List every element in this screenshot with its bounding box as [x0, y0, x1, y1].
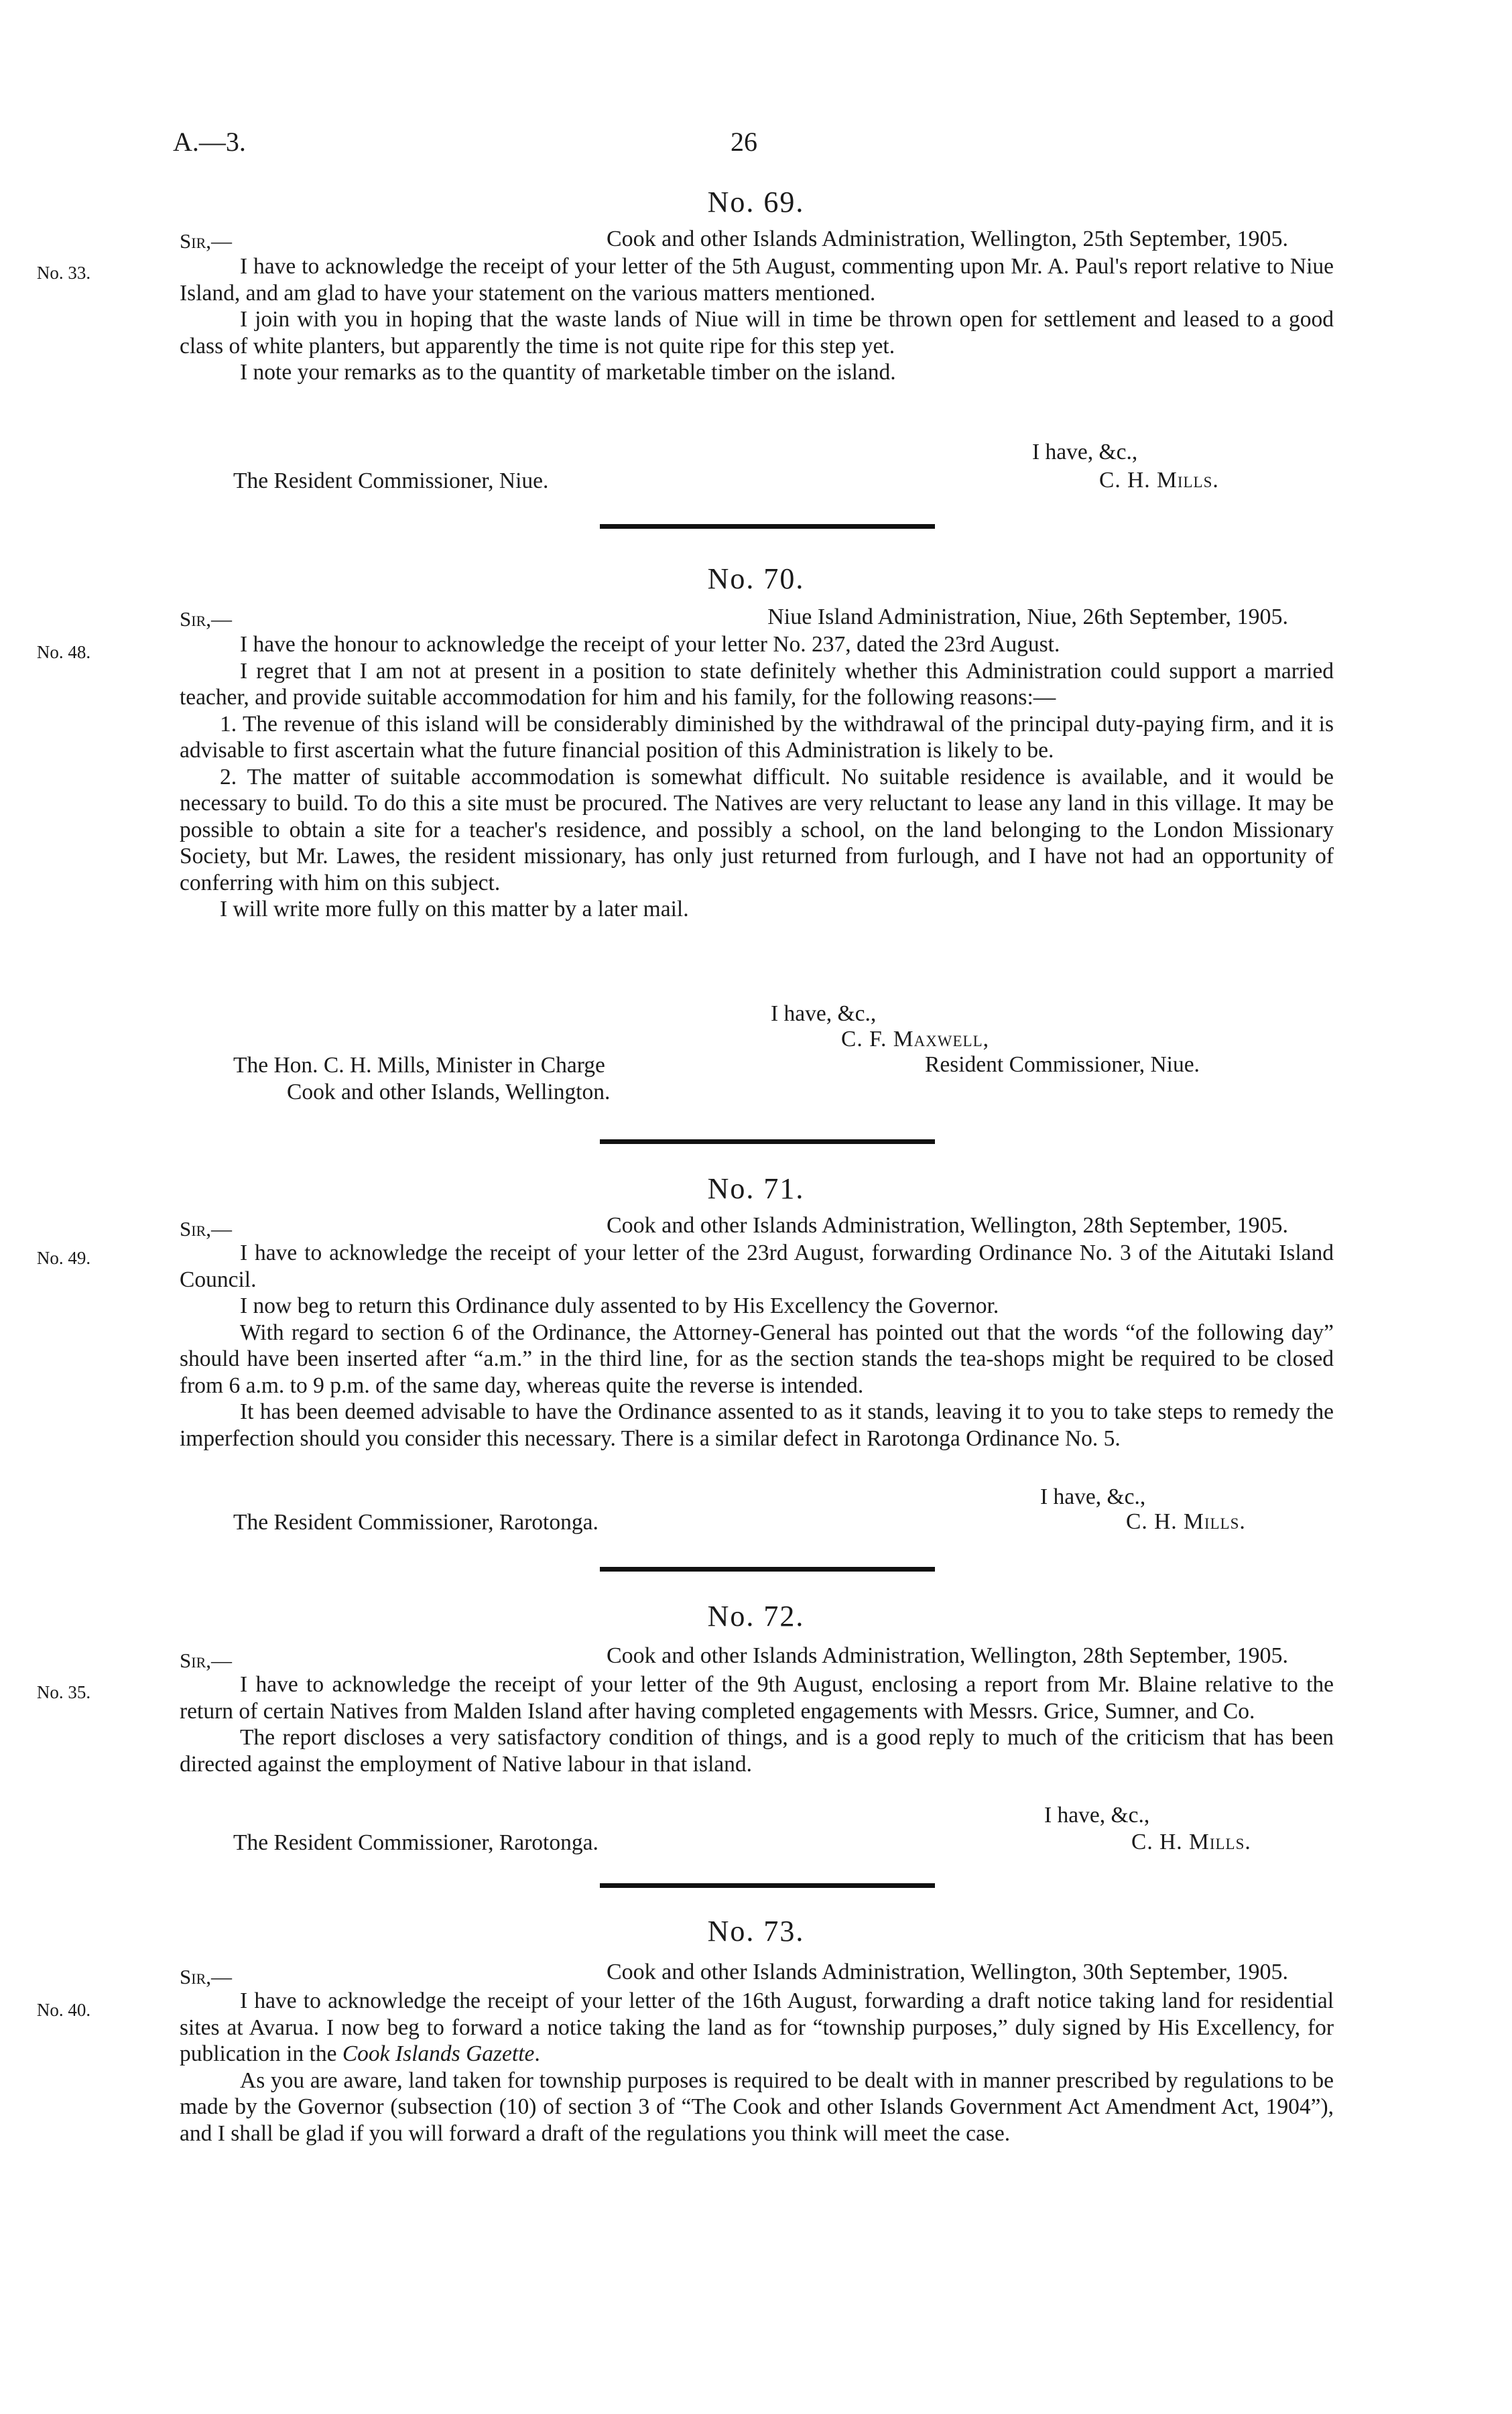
closing: I have, &c.,: [1044, 1803, 1150, 1828]
letter-number: No. 70.: [707, 562, 805, 595]
paragraph: I will write more fully on this matter by a later mail.: [220, 897, 689, 922]
letter-body: [180, 631, 1334, 923]
signer-name: C. H. Mills.: [1131, 1830, 1251, 1854]
signer-name: C. F. Maxwell,: [841, 1027, 990, 1052]
paragraph-end: .: [534, 2041, 540, 2066]
signer-name: C. H. Mills.: [1126, 1509, 1246, 1534]
gazette-title: Cook Islands Gazette: [342, 2041, 535, 2066]
letter-body: [180, 1671, 1334, 1777]
paragraph: I have to acknowledge the receipt of your letter of the 5th August, commenting upon Mr. A. Paul's report relative to Niue Island, and am glad to have your statement on the various matters mentioned.: [180, 254, 1334, 306]
closing: I have, &c.,: [771, 1001, 877, 1026]
recipient: The Resident Commissioner, Rarotonga.: [233, 1510, 598, 1535]
margin-reference: No. 48.: [36, 642, 91, 662]
margin-reference: No. 35.: [36, 1682, 91, 1702]
paragraph: I have the honour to acknowledge the receipt of your letter No. 237, dated the 23rd August.: [240, 632, 1060, 657]
recipient: The Resident Commissioner, Rarotonga.: [233, 1830, 598, 1855]
recipient: [233, 1052, 610, 1106]
letter-number: No. 73.: [707, 1915, 805, 1948]
paragraph: I join with you in hoping that the waste lands of Niue will in time be thrown open for settlement and leased to a good class of white planters, but apparently the time is not quite ripe for this step yet.: [180, 307, 1334, 359]
recipient: The Resident Commissioner, Niue.: [233, 468, 549, 493]
place-date: Cook and other Islands Administration, Wellington, 28th September, 1905.: [606, 1643, 1288, 1668]
letter-number: No. 71.: [707, 1172, 805, 1205]
salutation: Sir,—: [180, 229, 232, 253]
letter-number: No. 69.: [707, 186, 805, 218]
closing: I have, &c.,: [1032, 440, 1138, 464]
recipient-line: The Hon. C. H. Mills, Minister in Charge: [233, 1053, 605, 1078]
margin-reference: No. 40.: [36, 2000, 91, 2020]
salutation: Sir,—: [180, 1965, 232, 1988]
letter-body: [180, 1988, 1334, 2147]
section-divider: [600, 1883, 935, 1888]
paragraph: As you are aware, land taken for township purposes is required to be dealt with in manner prescribed by regulations to be made by the Governor (subsection (10) of section 3 of “The Cook and other Islands Government Act Amendment Act, 1904”), and I shall be glad if you will forward a draft of the regulations you think will meet the case.: [180, 2068, 1334, 2146]
paragraph: The report discloses a very satisfactory condition of things, and is a good reply to much of the criticism that has been directed against the employment of Native labour in that island.: [180, 1725, 1334, 1777]
page-number: 26: [731, 127, 757, 157]
place-date: Cook and other Islands Administration, Wellington, 30th September, 1905.: [606, 1960, 1288, 1984]
signer: [1099, 468, 1219, 493]
section-divider: [600, 1567, 935, 1572]
paragraph: I have to acknowledge the receipt of your letter of the 23rd August, forwarding Ordinance No. 3 of the Aitutaki Island Council.: [180, 1241, 1334, 1292]
signer: [1131, 1830, 1251, 1855]
paragraph: I have to acknowledge the receipt of your letter of the 9th August, enclosing a report from Mr. Blaine relative to the return of certain Natives from Malden Island after having completed engagements with Messrs. Grice, Sumner, and Co.: [180, 1672, 1334, 1724]
closing: I have, &c.,: [1040, 1484, 1146, 1509]
letter-body: [180, 1240, 1334, 1452]
place-date: Cook and other Islands Administration, Wellington, 28th September, 1905.: [606, 1213, 1288, 1238]
letter-number: No. 72.: [707, 1600, 805, 1633]
signer: [841, 1027, 989, 1052]
margin-reference: No. 49.: [36, 1248, 91, 1268]
salutation: Sir,—: [180, 607, 232, 631]
paragraph: It has been deemed advisable to have the Ordinance assented to as it stands, leaving it to you to take steps to remedy the imperfection should you consider this necessary. There is a similar defect in Rarotonga Ordinance No. 5.: [180, 1399, 1334, 1451]
salutation: Sir,—: [180, 1649, 232, 1672]
signer: [1126, 1509, 1246, 1535]
paragraph: 1. The revenue of this island will be considerably diminished by the withdrawal of the principal duty-paying firm, and it is advisable to first ascertain what the future financial position of this Administration is likely to be.: [180, 711, 1334, 763]
place-date: Cook and other Islands Administration, Wellington, 25th September, 1905.: [606, 227, 1288, 251]
signer-title: Resident Commissioner, Niue.: [925, 1052, 1200, 1077]
series-code: A.—3.: [173, 127, 246, 157]
paragraph: I now beg to return this Ordinance duly assented to by His Excellency the Governor.: [240, 1293, 999, 1318]
place-date: Niue Island Administration, Niue, 26th September, 1905.: [767, 605, 1288, 629]
paragraph-text: I have to acknowledge the receipt of your letter of the 16th August, forwarding a draft notice taking land for residential sites at Avarua. I now beg to forward a notice taking the land as for “township purposes,” duly signed by His Excellency, for publication in the: [180, 1988, 1334, 2066]
paragraph: I regret that I am not at present in a position to state definitely whether this Administration could support a married teacher, and provide suitable accommodation for him and his family, for the following reasons:—: [180, 658, 1334, 710]
paragraph: 2. The matter of suitable accommodation is somewhat difficult. No suitable residence is available, and it would be necessary to build. To do this a site must be procured. The Natives are very reluctant to lease any land in this village. It may be possible to obtain a site for a teacher's residence, and possibly a school, on the land belonging to the London Missionary Society, but Mr. Lawes, the resident missionary, has only just returned from furlough, and I have not had an opportunity of conferring with him on this subject.: [180, 764, 1334, 895]
section-divider: [600, 524, 935, 529]
margin-reference: No. 33.: [36, 263, 91, 283]
paragraph: I note your remarks as to the quantity of marketable timber on the island.: [240, 360, 896, 385]
letter-body: [180, 253, 1334, 386]
paragraph: With regard to section 6 of the Ordinance, the Attorney-General has pointed out that the words “of the following day” should have been inserted after “a.m.” in the third line, for as the section stands the tea-shops might be required to be closed from 6 a.m. to 9 p.m. of the same day, whereas quite the reverse is intended.: [180, 1320, 1334, 1398]
paragraph: [180, 1988, 1334, 2068]
salutation: Sir,—: [180, 1217, 232, 1241]
signer-name: C. H. Mills.: [1099, 468, 1219, 493]
recipient-line: Cook and other Islands, Wellington.: [287, 1080, 611, 1104]
section-divider: [600, 1139, 935, 1144]
